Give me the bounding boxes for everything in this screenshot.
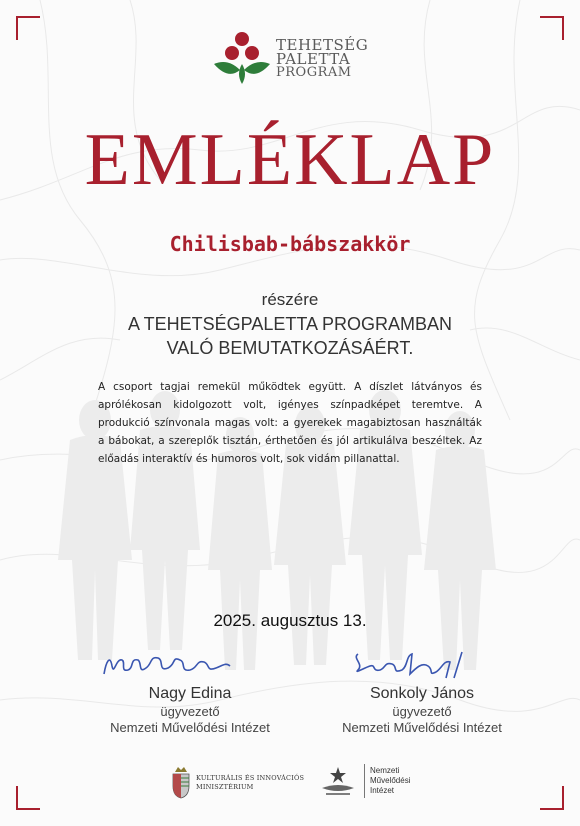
signature-block-left bbox=[80, 648, 300, 735]
corner-mark-top-left bbox=[16, 16, 40, 40]
recipient-name: Chilisbab-bábszakkör bbox=[169, 232, 411, 256]
signatory-name-right: Sonkoly János bbox=[369, 685, 475, 702]
handwritten-signature-left bbox=[80, 648, 300, 680]
corner-mark-bottom-left bbox=[16, 786, 40, 810]
reason-line-1: A TEHETSÉGPALETTA PROGRAMBAN bbox=[127, 314, 453, 334]
logo-line-1: TEHETSÉG bbox=[276, 36, 369, 54]
logo-line-3: PROGRAM bbox=[276, 65, 352, 80]
nmi-logo-divider bbox=[364, 764, 365, 798]
signatory-role-left: ügyvezető bbox=[160, 704, 220, 719]
handwritten-signature-right bbox=[312, 648, 532, 680]
issue-date: 2025. augusztus 13. bbox=[213, 611, 367, 630]
corner-mark-bottom-right bbox=[540, 786, 564, 810]
signatory-name-left: Nagy Edina bbox=[148, 685, 232, 702]
ministry-logo bbox=[170, 762, 310, 802]
certificate-title: EMLÉKLAP bbox=[84, 119, 496, 201]
nmi-name-line-2: Művelődési bbox=[370, 776, 411, 785]
nmi-name-line-3: Intézet bbox=[370, 786, 395, 795]
logo-wordmark bbox=[276, 38, 368, 80]
nmi-name-line-1: Nemzeti bbox=[370, 766, 400, 775]
nmi-logo bbox=[318, 762, 438, 802]
logo-line-2: PALETTA bbox=[276, 50, 351, 68]
tehetseg-paletta-logo bbox=[210, 28, 390, 94]
ministry-name-line-1: KULTURÁLIS ÉS INNOVÁCIÓS bbox=[196, 774, 305, 782]
for-label: részére bbox=[261, 290, 319, 309]
signature-block-right bbox=[312, 648, 532, 735]
paletta-flower-logo-icon bbox=[210, 28, 274, 92]
nmi-logo-icon bbox=[318, 764, 358, 800]
corner-mark-top-right bbox=[540, 16, 564, 40]
nmi-name bbox=[370, 766, 410, 796]
ministry-name bbox=[196, 774, 304, 792]
hungarian-coat-of-arms-icon bbox=[170, 764, 192, 800]
signatory-role-right: ügyvezető bbox=[392, 704, 452, 719]
signatory-org-right: Nemzeti Művelődési Intézet bbox=[342, 720, 502, 735]
reason-line-2: VALÓ BEMUTATKOZÁSÁÉRT. bbox=[166, 338, 414, 358]
evaluation-text: A csoport tagjai remekül működtek együtt. A díszlet látványos és aprólékosan kidolgozott volt, igényes színpadképet teremtve. A produkció színvonala magas volt: a gyerekek magabiztosan használták a bábokat, a szereplők tisztán, érthetően és jól artikulálva beszéltek. Az előadás interaktív és humoros volt, sok vidám pillanattal. bbox=[98, 381, 482, 465]
signatory-org-left: Nemzeti Művelődési Intézet bbox=[110, 720, 270, 735]
ministry-name-line-2: MINISZTÉRIUM bbox=[196, 783, 254, 791]
